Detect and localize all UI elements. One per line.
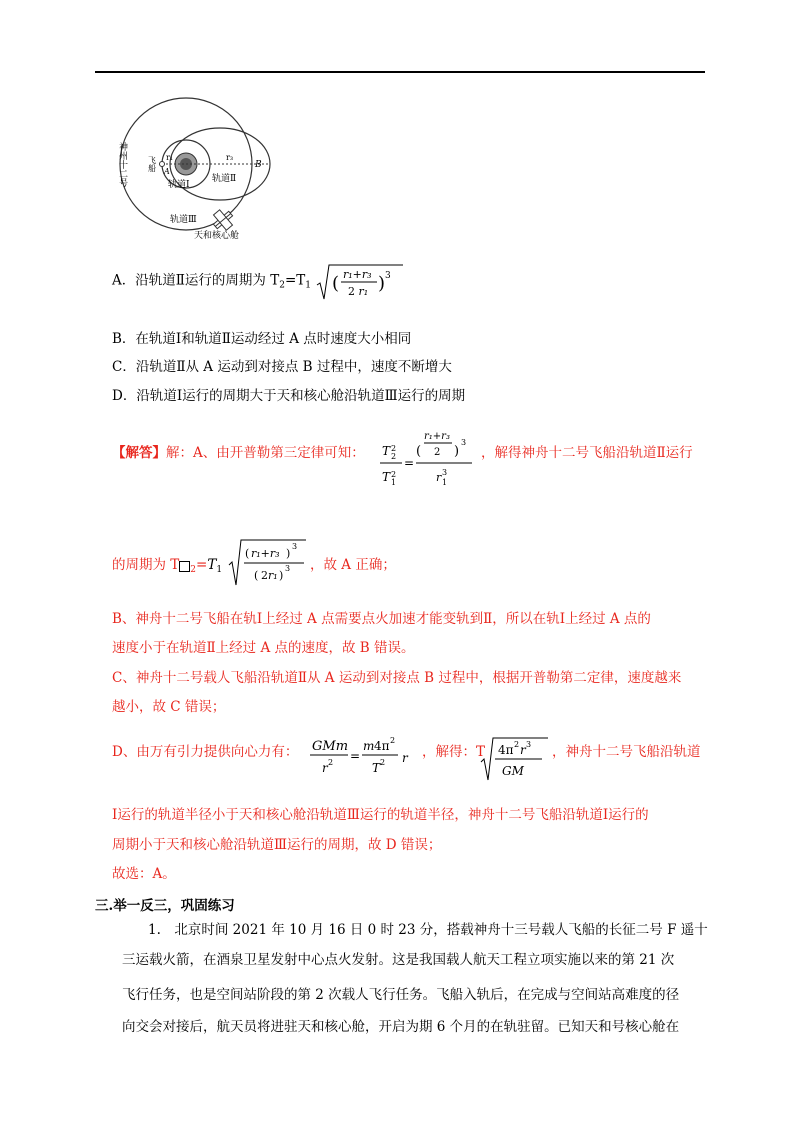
answer-d1-a: D、由万有引力提供向心力有： <box>112 744 299 760</box>
answer-d3: 周期小于天和核心舱沿轨道Ⅲ运行的周期，故 D 错误； <box>112 837 442 853</box>
kepler-formula <box>380 425 480 495</box>
section-p2: 三运载火箭，在酒泉卫星发射中心点火发射。这是我国载人航天工程立项实施以来的第 21 次 <box>122 952 675 968</box>
svg-text:2: 2 <box>514 740 520 749</box>
section-p4: 向交会对接后，航天员将进驻天和核心舱，开启为期 6 个月的在轨驻留。已知天和号核心舱在 <box>122 1019 680 1035</box>
svg-text:3: 3 <box>292 542 298 551</box>
svg-text:): ) <box>454 444 460 459</box>
svg-text:3: 3 <box>385 271 392 281</box>
option-a: A．沿轨道Ⅱ运行的周期为 $T_2=T_1$ ( r₁+r₃ 2 r₁ ) 3 <box>112 261 405 301</box>
r3-label: r₃ <box>226 153 234 162</box>
svg-text:2: 2 <box>390 736 396 745</box>
svg-text:3: 3 <box>526 740 532 749</box>
point-a-label: A <box>164 167 170 176</box>
option-c: C．沿轨道Ⅱ从 A 运动到对接点 B 过程中，速度不断增大 <box>112 359 452 375</box>
svg-text:r: r <box>322 761 328 775</box>
svg-text:(: ( <box>254 569 259 582</box>
svg-text:2: 2 <box>434 447 441 458</box>
svg-text:4π: 4π <box>374 739 390 753</box>
answer-d1-c: ，神舟十二号飞船沿轨道 <box>552 744 701 760</box>
svg-text:): ) <box>378 273 386 294</box>
svg-text:2: 2 <box>380 758 386 767</box>
svg-text:3: 3 <box>285 564 291 573</box>
option-a-text: A．沿轨道Ⅱ运行的周期为 T <box>112 272 280 289</box>
answer-line1-a: 解：A、由开普勒第三定律可知： <box>166 445 365 461</box>
answer-c1: C、神舟十二号载人飞船沿轨道Ⅱ从 A 运动到对接点 B 过程中，根据开普勒第二定律，速度越来 <box>112 670 682 686</box>
station-label: 天和核心舱 <box>194 231 240 241</box>
spacecraft-label: 神州十二号 <box>117 142 127 187</box>
answer-head: 【解答】 <box>112 445 166 461</box>
answer-d2: Ⅰ运行的轨道半径小于天和核心舱沿轨道Ⅲ运行的轨道半径，神舟十二号飞船沿轨道Ⅰ运行的 <box>112 807 649 823</box>
section-title: 三.举一反三，巩固练习 <box>95 898 235 914</box>
svg-text:2r₁: 2r₁ <box>261 569 278 582</box>
answer-b1: B、神舟十二号飞船在轨Ⅰ上经过 A 点需要点火加速才能变轨到Ⅱ，所以在轨Ⅰ上经过 A 点的 <box>112 611 651 627</box>
svg-text:): ) <box>279 569 284 582</box>
gravity-formula <box>310 730 420 778</box>
period-formula <box>228 537 308 589</box>
svg-text:(: ( <box>332 273 340 294</box>
svg-text:r₁+r₃: r₁+r₃ <box>251 547 280 560</box>
header-rule <box>95 71 705 73</box>
svg-text:1: 1 <box>442 478 448 487</box>
svg-text:T: T <box>382 444 391 458</box>
svg-text:2: 2 <box>328 758 334 767</box>
svg-text:1: 1 <box>391 478 397 487</box>
r1-label: r₁ <box>166 153 174 162</box>
answer-line1 <box>112 441 365 461</box>
svg-text:GM: GM <box>502 764 524 778</box>
svg-text:4π: 4π <box>498 743 514 757</box>
answer-line1-b: ，解得神舟十二号飞船沿轨道Ⅱ运行 <box>481 445 693 461</box>
orbit2-label: 轨道Ⅱ <box>212 174 237 184</box>
answer-line2-a: 的周期为 T <box>112 557 180 573</box>
svg-text:(: ( <box>245 547 250 560</box>
answer-d1-b: ，解得：T <box>422 744 486 760</box>
svg-text:m: m <box>363 739 375 753</box>
svg-text:): ) <box>286 547 291 560</box>
answer-b2: 速度小于在轨道Ⅱ上经过 A 点的速度，故 B 错误。 <box>112 640 415 656</box>
svg-text:T: T <box>372 761 381 775</box>
solved-period-formula <box>480 736 550 782</box>
svg-text:r: r <box>520 743 526 757</box>
option-b: B．在轨道Ⅰ和轨道Ⅱ运动经过 A 点时速度大小相同 <box>112 331 412 347</box>
svg-text:GMm: GMm <box>312 739 349 754</box>
svg-text:T: T <box>382 470 391 484</box>
orbit3-label: 轨道Ⅲ <box>170 215 197 225</box>
point-a-dot <box>160 162 165 167</box>
section-p1: 1. 北京时间 2021 年 10 月 16 日 0 时 23 分，搭载神舟十三号载人飞船的长征二号 F 遥十 <box>148 922 708 938</box>
option-d: D．沿轨道Ⅰ运行的周期大于天和核心舱沿轨道Ⅲ运行的周期 <box>112 388 466 404</box>
svg-text:r₁+r₃: r₁+r₃ <box>424 431 450 442</box>
answer-line2: 的周期为 T $_2=T_1$ <box>112 557 223 575</box>
svg-text:3: 3 <box>461 438 467 447</box>
svg-text:(: ( <box>416 444 422 459</box>
svg-text:r: r <box>402 751 408 765</box>
svg-text:=: = <box>350 749 361 763</box>
point-b-label: B <box>255 160 262 170</box>
svg-text:3: 3 <box>442 468 448 477</box>
answer-choice: 故选：A。 <box>112 866 176 882</box>
svg-text:2: 2 <box>391 470 397 479</box>
answer-line2-b: ，故 A 正确； <box>310 557 396 573</box>
svg-text:2 r₁: 2 r₁ <box>348 285 369 298</box>
option-a-formula <box>315 261 405 301</box>
svg-text:r₁+r₃: r₁+r₃ <box>343 268 372 281</box>
svg-text:r: r <box>436 471 442 484</box>
svg-text:2: 2 <box>391 444 397 453</box>
orbit-diagram <box>108 92 273 242</box>
svg-text:=: = <box>404 456 415 470</box>
orbit1-label: 轨道Ⅰ <box>168 180 190 190</box>
section-p3: 飞行任务，也是空间站阶段的第 2 次载人飞行任务。飞船入轨后，在完成与空间站高难度的径 <box>122 987 680 1003</box>
svg-text:2: 2 <box>391 452 397 461</box>
flying-label: 飞船 <box>147 156 157 172</box>
answer-c2: 越小，故 C 错误； <box>112 699 226 715</box>
